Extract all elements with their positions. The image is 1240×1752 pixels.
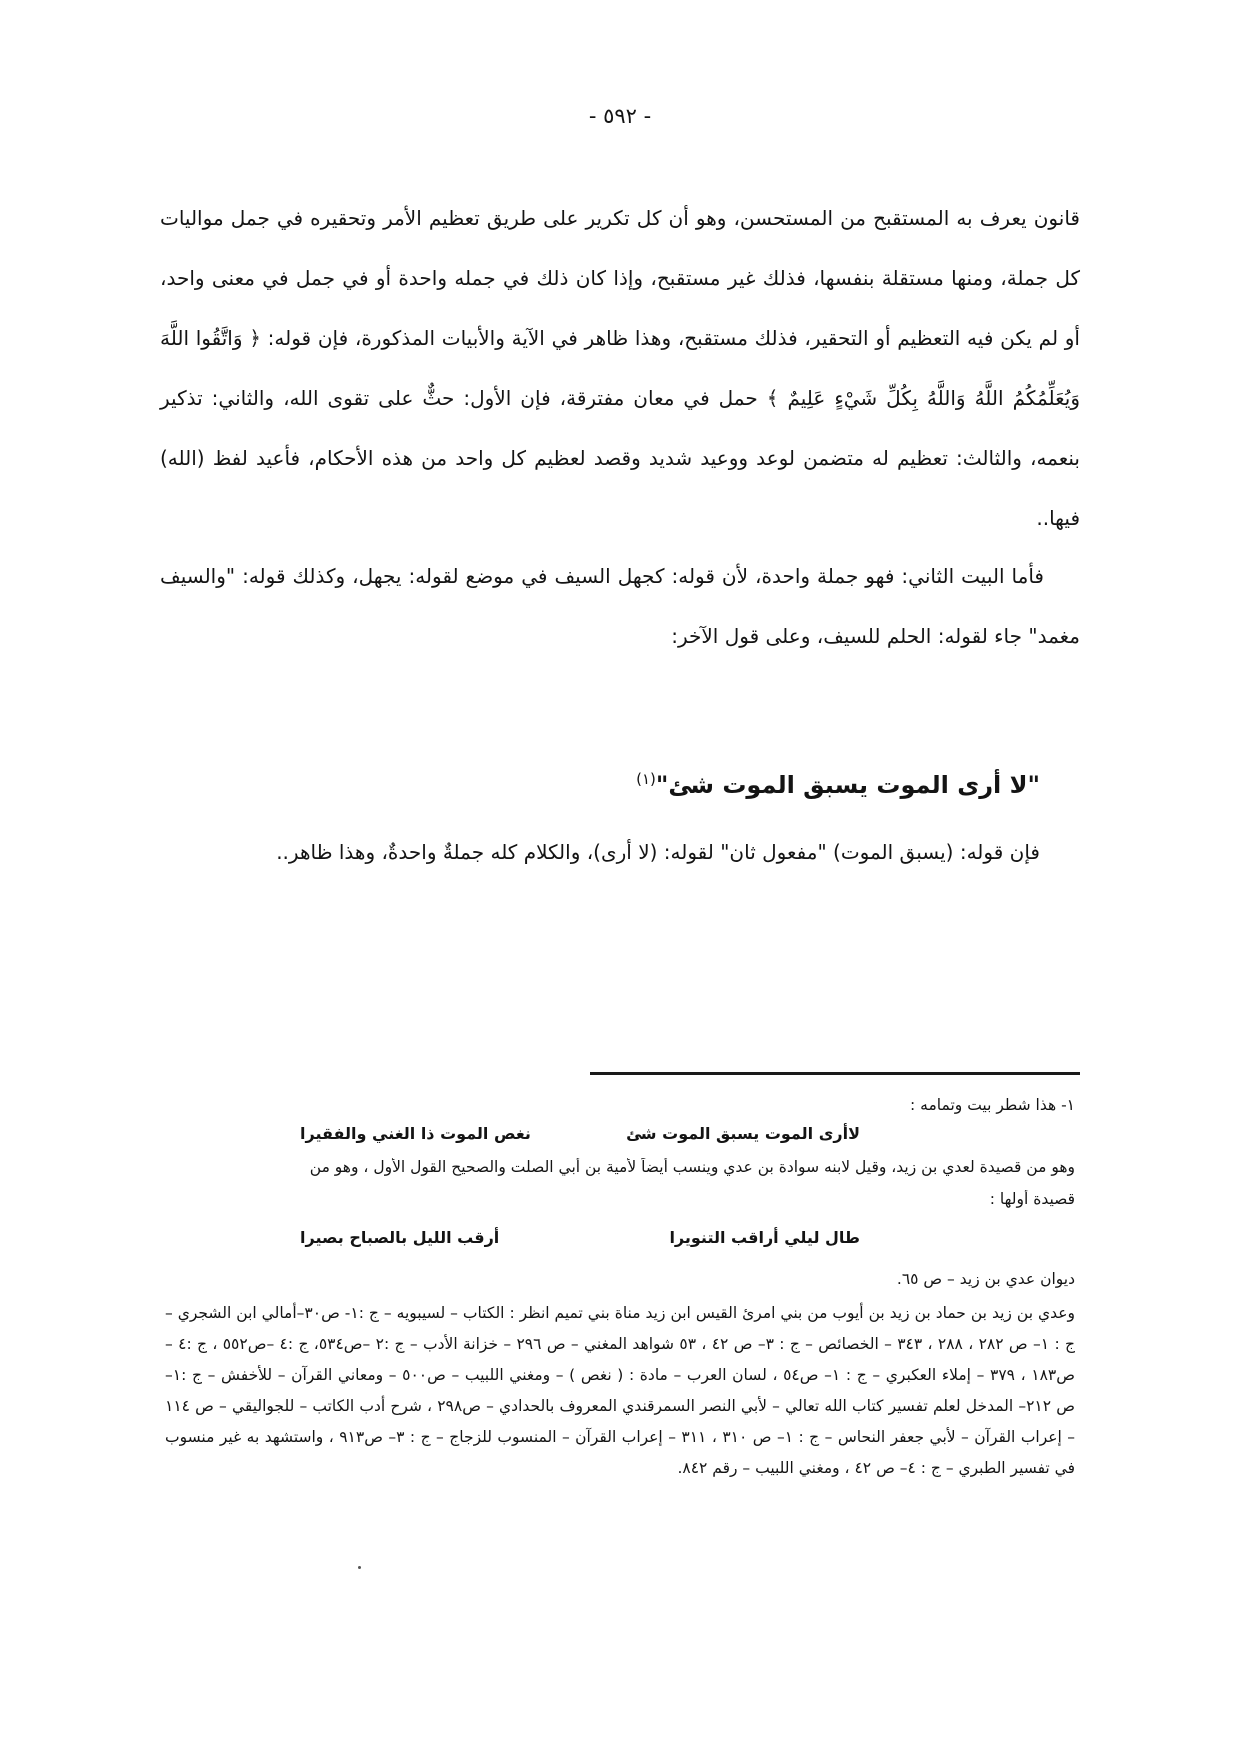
verse-text: "لا أرى الموت يسبق الموت شئ" [655,771,1040,799]
hemistich-second: أرقب الليل بالصباح بصيرا [300,1228,500,1247]
footnote-sources [165,1298,1075,1484]
footnote-separator [590,1072,1080,1075]
scan-speck [358,1566,361,1569]
paragraph-text: فأما البيت الثاني: فهو جملة واحدة، لأن قوله: كجهل السيف في موضع لقوله: يجهل، وكذلك قوله: "والسيف مغمد" جاء لقوله: الحلم للسيف، وعلى قول الآخر: [160,564,1080,648]
second-paragraph [160,546,1080,666]
main-paragraph [160,188,1080,548]
footnote-ref: (١) [636,770,656,788]
footnote-verse-2 [300,1228,860,1247]
sources-text: وعدي بن زيد بن حماد بن زيد بن أيوب من بني امرئ القيس ابن زيد مناة بني تميم انظر : الكتاب – لسيبويه – ج :١- ص٣٠–أمالي ابن الشجري – ج : ١– ص ٢٨٢ ، ٢٨٨ ، ٣٤٣ – الخصائص – ج : ٣– ص ٤٢ ، ٥٣ شواهد المغني – ص ٢٩٦ – خزانة الأدب – ج :٢ –ص٥٣٤، ج :٤ –ص٥٥٢ ، ج :٤ – ص١٨٣ ، ٣٧٩ – إملاء العكبري – ج : ١– ص٥٤ ، لسان العرب – مادة : ( نغص ) – ومغني اللبيب – ص٥٠٠ – ومعاني القرآن – للأخفش – ج :١– ص ٢١٢– المدخل لعلم تفسير كتاب الله تعالي – لأبي النصر السمرقندي المعروف بالحدادي – ص٢٩٨ ، شرح أدب الكاتب – للجواليقي – ص ١١٤ – إعراب القرآن – لأبي جعفر النحاس – ج : ١– ص ٣١٠ ، ٣١١ – إعراب القرآن – المنسوب للزجاج – ج : ٣– ص٩١٣ ، واستشهد به غير منسوب في تفسير الطبري – ج : ٤– ص ٤٢ ، ومغني اللبيب – رقم ٨٤٢. [165,1304,1076,1477]
hemistich-first: طال ليلي أراقب التنويرا [669,1228,860,1247]
paragraph-text: قانون يعرف به المستقبح من المستحسن، وهو أن كل تكرير على طريق تعظيم الأمر وتحقيره في جمل مواليات كل جملة، ومنها مستقلة بنفسها، فذلك غير مستقبح، وإذا كان ذلك في جمله واحدة أو في جمل في معنى واحد، أو لم يكن فيه التعظيم أو التحقير، فذلك مستقبح، وهذا ظاهر في الآية والأبيات المذكورة، فإن قوله: ﴿ وَاتَّقُوا اللَّهَ وَيُعَلِّمُكُمُ اللَّهُ وَاللَّهُ بِكُلِّ شَيْءٍ عَلِيمٌ ﴾ حمل في معان مفترقة، فإن الأول: حثٌّ على تقوى الله، والثاني: تذكير بنعمه، والثالث: تعظيم له متضمن لوعد ووعيد شديد وقصد لعظيم كل واحد من هذه الأحكام، فأعيد لفظ (الله) فيها.. [160,206,1080,530]
footnote-diwan: ديوان عدي بن زيد – ص ٦٥. [896,1270,1075,1288]
hemistich-second: نغص الموت ذا الغني والفقيرا [300,1124,531,1143]
hemistich-first: لاأرى الموت يسبق الموت شئ [626,1124,860,1143]
footnote-attribution: وهو من قصيدة لعدي بن زيد، وقيل لابنه سوادة بن عدي وينسب أيضاً لأمية بن أبي الصلت والصحيح القول الأول ، وهو من [309,1158,1075,1176]
footnote-poem-start: قصيدة أولها : [989,1190,1075,1208]
quoted-verse [160,770,1040,799]
explanation-line: فإن قوله: (يسبق الموت) "مفعول ثان" لقوله: (لا أرى)، والكلام كله جملةٌ واحدةٌ، وهذا ظاهر.. [276,840,1040,864]
footnote-verse-1 [300,1124,860,1143]
footnote-intro: ١- هذا شطر بيت وتمامه : [910,1096,1075,1114]
page-number: - ٥٩٢ - [588,104,652,128]
